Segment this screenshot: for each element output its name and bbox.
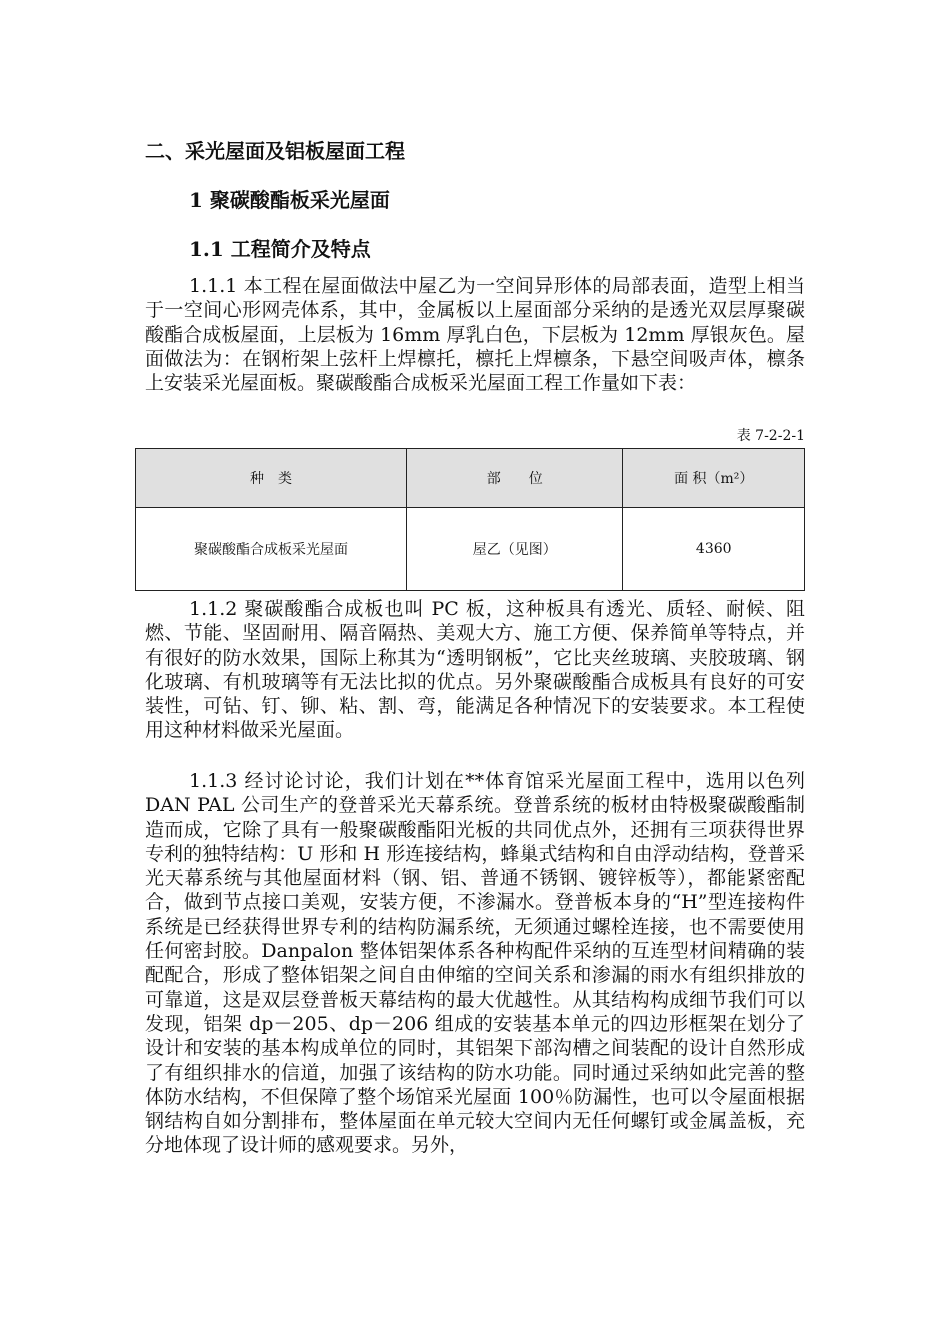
table-caption: 表 7-2-2-1 [736,428,805,444]
section-heading: 二、采光屋面及铝板屋面工程 [145,139,405,163]
table-header-location: 部 位 [407,449,623,508]
table-cell-area: 4360 [623,508,805,591]
paragraph-1-1-3: 1.1.3 经讨论讨论，我们计划在**体育馆采光屋面工程中，选用以色列 DAN PAL 公司生产的登普采光天幕系统。登普系统的板材由特极聚碳酸酯制造而成，它除了具有一般聚碳酸酯阳光板的共同优点外，还拥有三项获得世界专利的独特结构：U 形和 H 形连接结构，蜂巢式结构和自由浮动结构，登普采光天幕系统与其他屋面材料（钢、铝、普通不锈钢、镀锌板等），都能紧密配合，做到节点接口美观，安装方便，不渗漏水。登普板本身的“H”型连接构件系统是已经获得世界专利的结构防漏系统，无须通过螺栓连接，也不需要使用任何密封胶。Danpalon 整体铝架体系各种构配件采纳的互连型材间精确的装配配合，形成了整体铝架之间自由伸缩的空间关系和渗漏的雨水有组织排放的可靠道，这是双层登普板天幕结构的最大优越性。从其结构构成细节我们可以发现，铝架 dp－205、dp－206 组成的安装基本单元的四边形框架在划分了设计和安装的基本构成单位的同时，其铝架下部沟槽之间装配的设计自然形成了有组织排水的信道，加强了该结构的防水功能。同时通过采纳如此完善的整体防水结构，不但保障了整个场馆采光屋面 100％防漏性，也可以令屋面根据钢结构自如分割排布，整体屋面在单元较大空间内无任何螺钉或金属盖板，充分地体现了设计师的感观要求。另外， [145,770,805,1157]
table-cell-location: 屋乙（见图） [407,508,623,591]
subsection-heading: 1 聚碳酸酯板采光屋面 [189,188,390,212]
paragraph-1-1-2: 1.1.2 聚碳酸酯合成板也叫 PC 板，这种板具有透光、质轻、耐候、阻燃、节能、坚固耐用、隔音隔热、美观大方、施工方便、保养简单等特点，并有很好的防水效果，国际上称其为“透明钢板”，它比夹丝玻璃、夹胶玻璃、钢化玻璃、有机玻璃等有无法比拟的优点。另外聚碳酸酯合成板具有良好的可安装性，可钻、钉、铆、粘、割、弯，能满足各种情况下的安装要求。本工程使用这种材料做采光屋面。 [145,598,805,742]
workload-table [135,448,805,591]
paragraph-1-1-1: 1.1.1 本工程在屋面做法中屋乙为一空间异形体的局部表面，造型上相当于一空间心形网壳体系，其中，金属板以上屋面部分采纳的是透光双层厚聚碳酸酯合成板屋面，上层板为 16mm 厚乳白色，下层板为 12mm 厚银灰色。屋面做法为：在钢桁架上弦杆上焊檩托，檩托上焊檩条，下悬空间吸声体，檩条上安装采光屋面板。聚碳酸酯合成板采光屋面工程工作量如下表： [145,275,805,395]
subsubsection-heading: 1.1 工程简介及特点 [189,237,371,261]
table-header-area: 面 积（m²） [623,449,805,508]
table-header-row [136,449,805,508]
table-cell-type: 聚碳酸酯合成板采光屋面 [136,508,407,591]
table-row [136,508,805,591]
table-header-type: 种 类 [136,449,407,508]
